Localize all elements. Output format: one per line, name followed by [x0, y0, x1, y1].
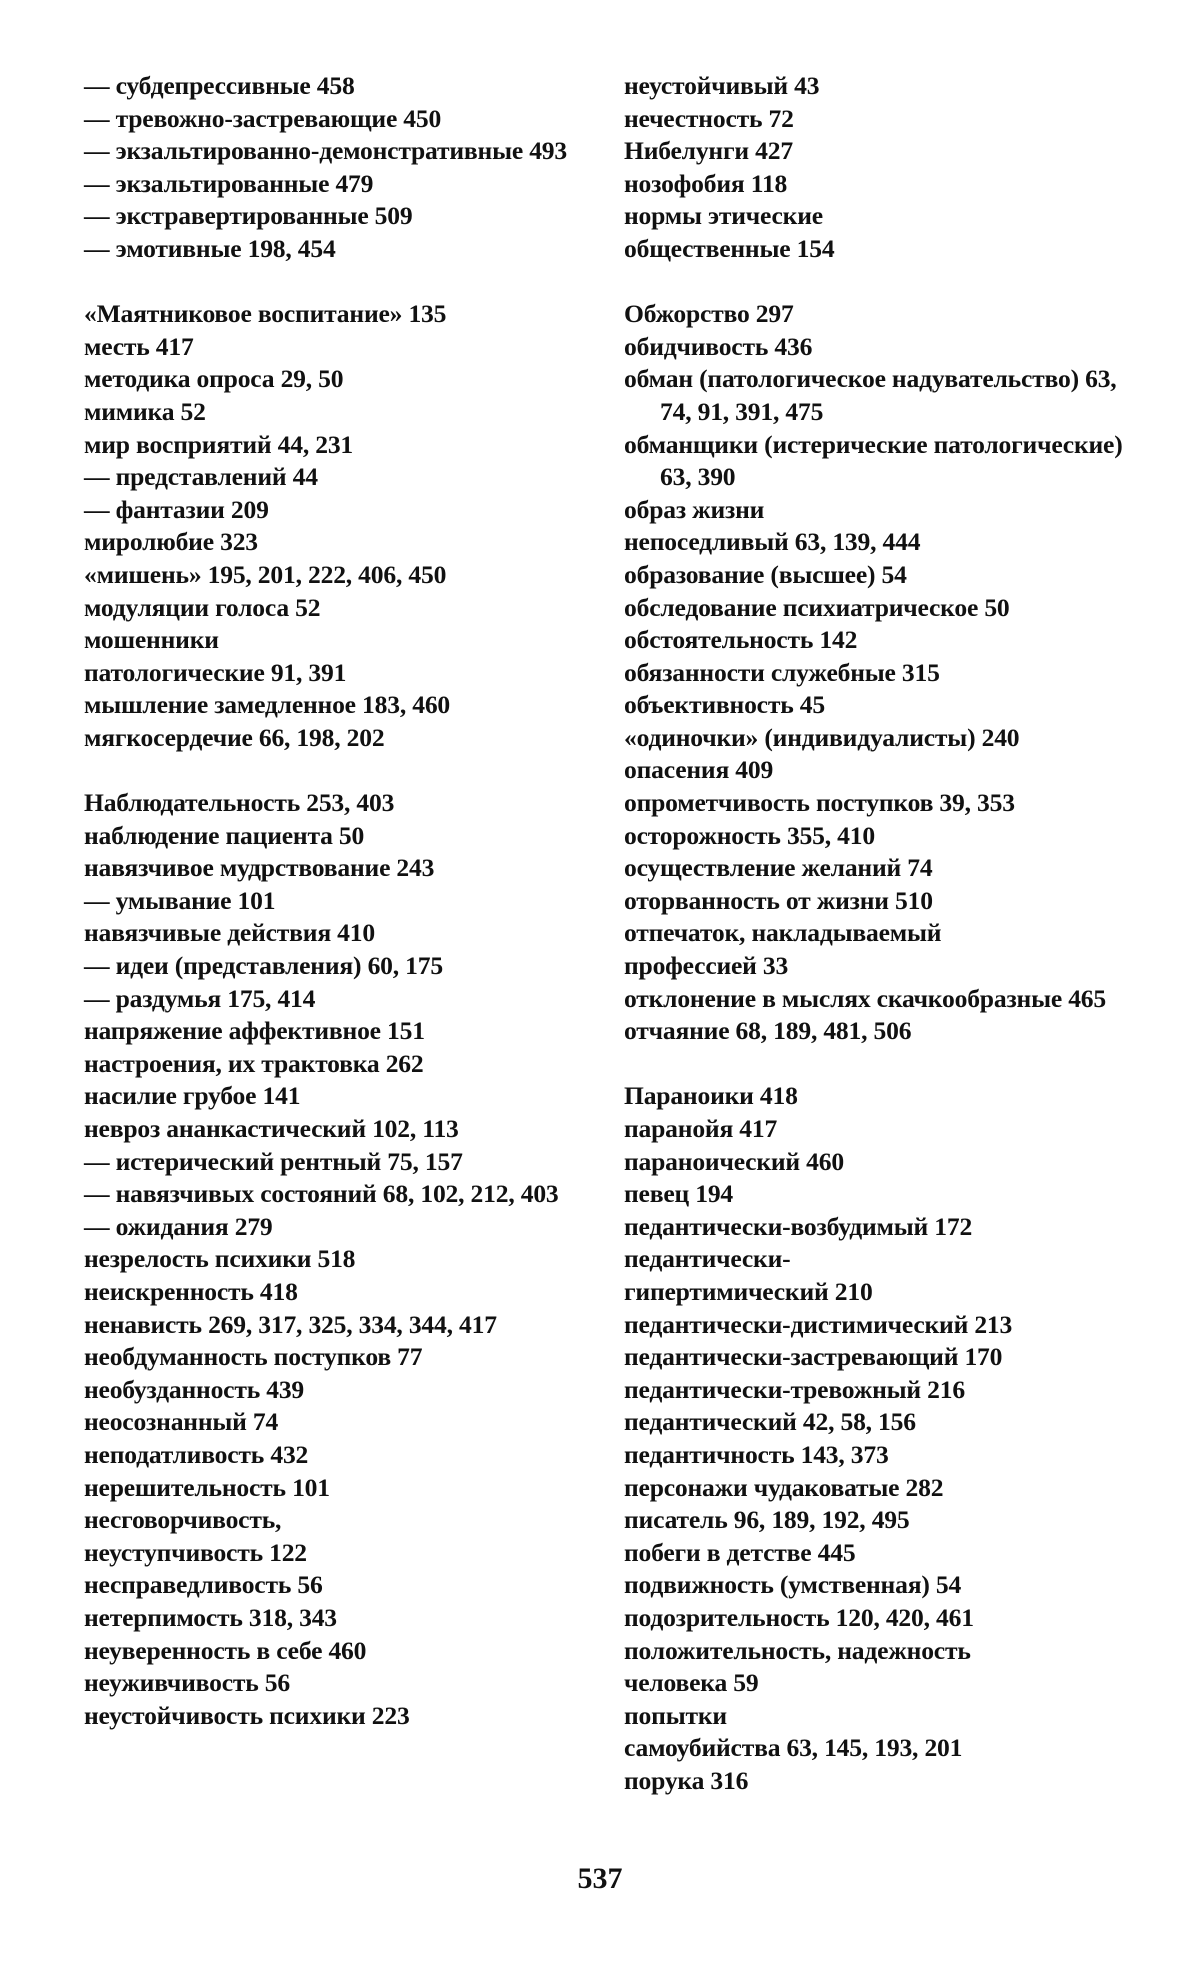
index-entry: незрелость психики 518 [84, 1244, 356, 1274]
index-entry: модуляции голоса 52 [84, 592, 321, 622]
index-entry: — раздумья 175, 414 [84, 983, 316, 1013]
index-entry: самоубийства 63, 145, 193, 201 [624, 1733, 963, 1763]
index-entry: педантически-дистимический 213 [624, 1309, 1013, 1339]
index-entry: — умывание 101 [84, 885, 276, 915]
index-gap [624, 266, 1124, 299]
index-entry: общественные 154 [624, 233, 835, 263]
index-entry: Нибелунги 427 [624, 136, 793, 166]
index-gap [84, 754, 584, 787]
index-entry: непоседливый 63, 139, 444 [624, 527, 921, 557]
index-entry: нечестность 72 [624, 103, 794, 133]
index-entry: напряжение аффективное 151 [84, 1016, 425, 1046]
index-entry: обследование психиатрическое 50 [624, 592, 1010, 622]
index-entry: опрометчивость поступков 39, 353 [624, 788, 1015, 818]
index-entry: подвижность (умственная) 54 [624, 1570, 962, 1600]
index-entry: патологические 91, 391 [84, 657, 347, 687]
index-entry: подозрительность 120, 420, 461 [624, 1602, 974, 1632]
index-entry: ненависть 269, 317, 325, 334, 344, 417 [84, 1309, 497, 1339]
index-entry: неуживчивость 56 [84, 1668, 290, 1698]
index-entry: объективность 45 [624, 690, 825, 720]
index-entry: «Маятниковое воспитание» 135 [84, 299, 447, 329]
index-entry: педантически- [624, 1244, 791, 1274]
index-entry: — тревожно-застревающие 450 [84, 103, 442, 133]
index-entry: — экзальтированные 479 [84, 168, 374, 198]
index-entry: — эмотивные 198, 454 [84, 233, 336, 263]
index-entry: певец 194 [624, 1179, 734, 1209]
index-column-right [624, 70, 1124, 1797]
index-entry: образ жизни [624, 494, 765, 524]
index-gap [624, 1048, 1124, 1081]
index-entry: педантически-возбудимый 172 [624, 1211, 973, 1241]
index-entry: неустойчивый 43 [624, 71, 820, 100]
index-entry: навязчивые действия 410 [84, 918, 375, 948]
index-entry: насилие грубое 141 [84, 1081, 301, 1111]
index-entry: «мишень» 195, 201, 222, 406, 450 [84, 559, 447, 589]
index-entry: оторванность от жизни 510 [624, 885, 933, 915]
index-entry: мимика 52 [84, 396, 206, 426]
index-gap [84, 266, 584, 299]
index-entry: нетерпимость 318, 343 [84, 1602, 337, 1632]
index-entry: отчаяние 68, 189, 481, 506 [624, 1016, 912, 1046]
index-entry: педантический 42, 58, 156 [624, 1407, 916, 1437]
index-entry: мир восприятий 44, 231 [84, 429, 354, 459]
index-entry: наблюдение пациента 50 [84, 820, 365, 850]
index-entry: неосознанный 74 [84, 1407, 279, 1437]
index-entry: несговорчивость, [84, 1505, 282, 1535]
index-entry: Обжорство 297 [624, 299, 794, 329]
index-entry: — навязчивых состояний 68, 102, 212, 403 [84, 1179, 559, 1209]
index-entry: Наблюдательность 253, 403 [84, 788, 395, 818]
index-entry: обман (патологическое надувательство) 63, 74, 91, 391, 475 [624, 364, 1117, 426]
index-entry: отклонение в мыслях скачкообразные 465 [624, 983, 1107, 1013]
index-entry: порука 316 [624, 1765, 749, 1795]
index-entry: необдуманность поступков 77 [84, 1342, 423, 1372]
index-entry: — ожидания 279 [84, 1211, 273, 1241]
index-entry: осуществление желаний 74 [624, 853, 933, 883]
index-entry: навязчивое мудрствование 243 [84, 853, 435, 883]
index-entry: нозофобия 118 [624, 168, 788, 198]
index-entry: обидчивость 436 [624, 331, 813, 361]
index-entry: педантичность 143, 373 [624, 1439, 889, 1469]
index-entry: — идеи (представления) 60, 175 [84, 951, 443, 981]
index-entry: неуступчивость 122 [84, 1537, 307, 1567]
index-entry: профессией 33 [624, 951, 789, 981]
index-entry: образование (высшее) 54 [624, 559, 907, 589]
index-entry: осторожность 355, 410 [624, 820, 875, 850]
index-entry: паранойя 417 [624, 1114, 778, 1143]
index-entry: методика опроса 29, 50 [84, 364, 344, 394]
index-entry: человека 59 [624, 1668, 759, 1698]
index-entry: — истерический рентный 75, 157 [84, 1146, 463, 1176]
index-entry: необузданность 439 [84, 1374, 305, 1404]
index-entry: — экстравертированные 509 [84, 201, 413, 231]
index-entry: — экзальтированно-демонстративные 493 [84, 136, 568, 166]
index-entry: неуверенность в себе 460 [84, 1635, 367, 1665]
index-entry: отпечаток, накладываемый [624, 918, 942, 948]
index-entry: опасения 409 [624, 755, 774, 785]
index-entry: несправедливость 56 [84, 1570, 323, 1600]
index-entry: неподатливость 432 [84, 1439, 309, 1469]
index-entry: месть 417 [84, 331, 194, 361]
page-number: 537 [577, 1862, 623, 1895]
index-entry: мягкосердечие 66, 198, 202 [84, 722, 385, 752]
index-entry: — субдепрессивные 458 [84, 71, 355, 100]
index-entry: побеги в детстве 445 [624, 1537, 856, 1567]
index-entry: нормы этические [624, 201, 823, 231]
index-entry: Параноики 418 [624, 1081, 798, 1111]
index-entry: гипертимический 210 [624, 1276, 873, 1306]
index-entry: обязанности служебные 315 [624, 657, 940, 687]
index-entry: неустойчивость психики 223 [84, 1700, 410, 1730]
index-entry: настроения, их трактовка 262 [84, 1048, 424, 1078]
index-entry: положительность, надежность [624, 1635, 971, 1665]
index-entry: миролюбие 323 [84, 527, 258, 557]
index-entry: писатель 96, 189, 192, 495 [624, 1505, 910, 1535]
index-entry: неискренность 418 [84, 1276, 298, 1306]
index-entry: обманщики (истерические патологические) 63, 390 [624, 429, 1123, 492]
index-entry: мышление замедленное 183, 460 [84, 690, 451, 720]
index-entry: педантически-тревожный 216 [624, 1374, 965, 1404]
index-entry: попытки [624, 1700, 727, 1730]
index-entry: — фантазии 209 [84, 494, 269, 524]
index-entry: педантически-застревающий 170 [624, 1342, 1003, 1372]
index-entry: — представлений 44 [84, 462, 318, 492]
index-entry: нерешительность 101 [84, 1472, 330, 1502]
index-entry: персонажи чудаковатые 282 [624, 1472, 944, 1502]
index-entry: обстоятельность 142 [624, 625, 858, 655]
index-column-left [84, 70, 584, 1732]
index-entry: «одиночки» (индивидуалисты) 240 [624, 722, 1020, 752]
index-entry: мошенники [84, 625, 219, 655]
index-entry: параноический 460 [624, 1146, 844, 1176]
index-entry: невроз ананкастический 102, 113 [84, 1114, 459, 1143]
